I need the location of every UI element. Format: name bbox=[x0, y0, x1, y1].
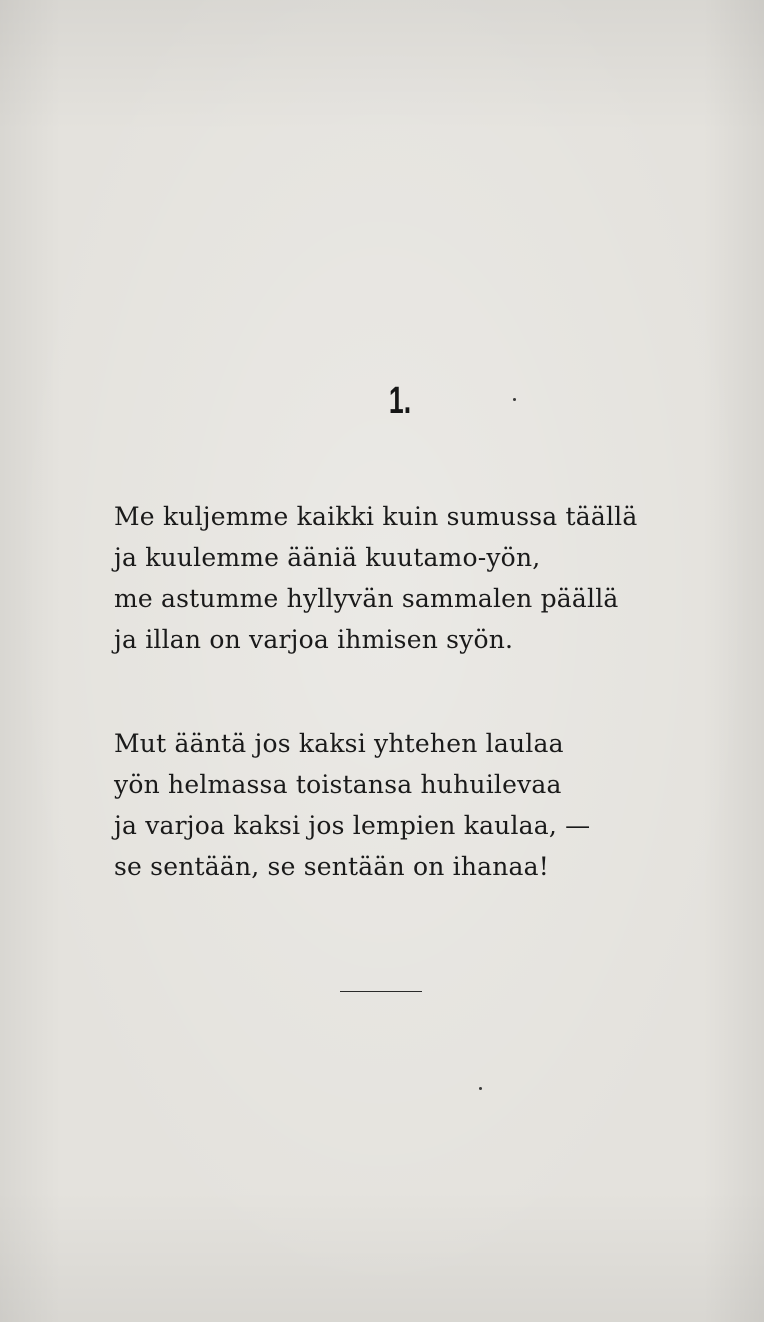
poem-line: yön helmassa toistansa huhuilevaa bbox=[114, 770, 562, 799]
poem-line: me astumme hyllyvän sammalen päällä bbox=[114, 584, 619, 613]
poem-line: ja illan on varjoa ihmisen syön. bbox=[114, 625, 514, 654]
poem-line: Mut ääntä jos kaksi yhtehen laulaa bbox=[114, 729, 564, 758]
end-rule bbox=[340, 991, 422, 992]
stanza-2 bbox=[114, 723, 674, 887]
poem-line: ja kuulemme ääniä kuutamo-yön, bbox=[114, 543, 541, 572]
poem-line: se sentään, se sentään on ihanaa! bbox=[114, 852, 550, 881]
poem-line: Me kuljemme kaikki kuin sumussa täällä bbox=[114, 502, 638, 531]
stray-mark bbox=[513, 398, 516, 401]
stanza-1 bbox=[114, 496, 674, 660]
stray-mark bbox=[479, 1087, 482, 1090]
poem-line: ja varjoa kaksi jos lempien kaulaa, — bbox=[114, 811, 591, 840]
section-number: 1. bbox=[388, 380, 412, 422]
